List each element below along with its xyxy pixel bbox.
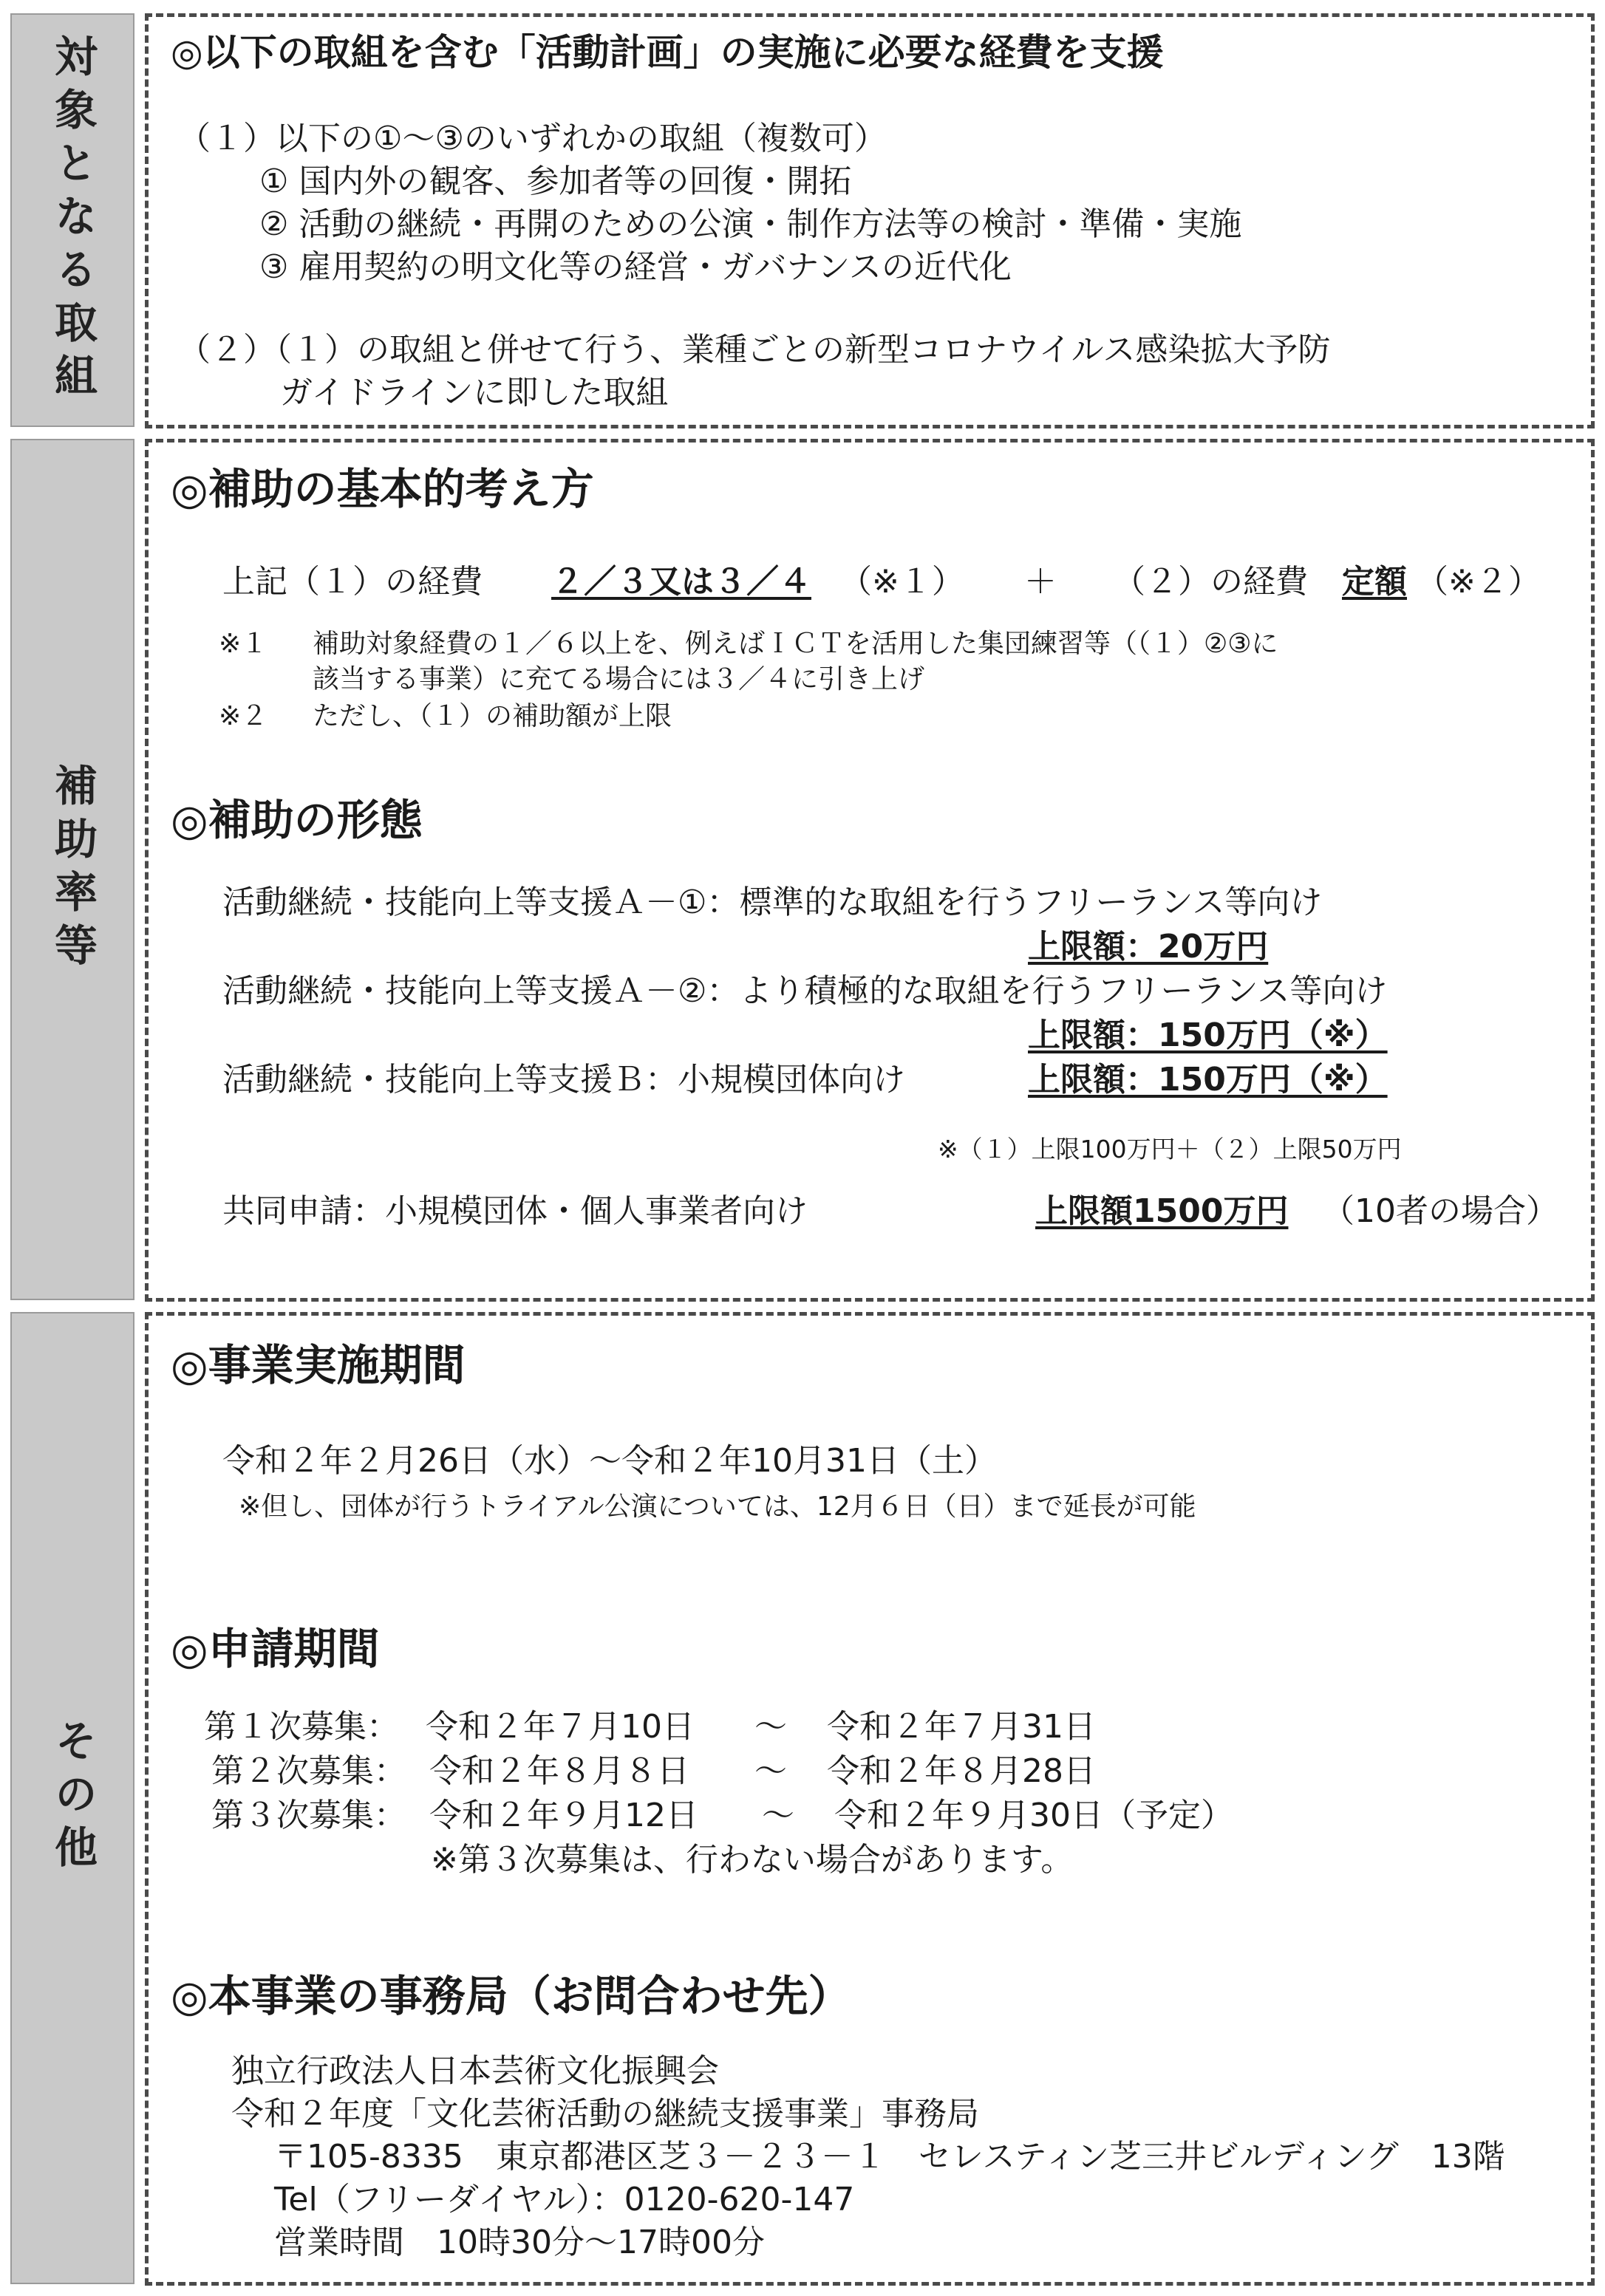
formula-note1: （※１） [839, 563, 964, 601]
item-1b: ② 活動の継続・再開のための公演・制作方法等の検討・準備・実施 [259, 205, 1242, 243]
formula-plus: ＋ [1024, 563, 1057, 601]
form-a2: 活動継続・技能向上等支援Ａ－②：より積極的な取組を行うフリーランス等向け [222, 972, 1388, 1010]
item-1c: ③ 雇用契約の明文化等の経営・ガバナンスの近代化 [259, 248, 1012, 286]
office-hours: 営業時間 10時30分～17時00分 [274, 2224, 765, 2261]
note2-mark: ※２ [219, 701, 268, 731]
formula-note2: （※２） [1416, 563, 1541, 601]
item-2-line2: ガイドラインに即した取組 [280, 374, 669, 411]
form-a2-limit: 上限額：150万円（※） [1028, 1017, 1388, 1054]
round2-tilde: ～ [754, 1752, 787, 1790]
office-tel: Tel（フリーダイヤル）：0120-620-147 [274, 2181, 855, 2218]
limit-note: ※（１）上限100万円＋（２）上限50万円 [938, 1135, 1402, 1164]
item-1a: ① 国内外の観客、参加者等の回復・開拓 [259, 163, 852, 200]
office-name: 令和２年度「文化芸術活動の継続支援事業」事務局 [231, 2095, 979, 2133]
joint-limit: 上限額1500万円 [1035, 1192, 1289, 1230]
item-2-line1: （２）（１）の取組と併せて行う、業種ごとの新型コロナウイルス感染拡大予防 [178, 331, 1331, 369]
round1-end: 令和２年７月31日 [827, 1708, 1096, 1746]
section-target-box [145, 13, 1595, 428]
round1-start: 令和２年７月10日 [426, 1708, 695, 1746]
round2-label: 第２次募集： [211, 1752, 406, 1790]
formula-part2: （２）の経費 [1113, 563, 1308, 601]
form-a1-limit: 上限額：20万円 [1028, 928, 1269, 966]
form-b-limit: 上限額：150万円（※） [1028, 1061, 1388, 1099]
note1-line2: 該当する事業）に充てる場合には３／４に引き上げ [313, 664, 925, 694]
side-label-subsidy: 補助率等 [10, 439, 134, 1300]
round1-label: 第１次募集： [204, 1708, 399, 1746]
heading-form: ◎補助の形態 [171, 795, 423, 845]
office-address: 〒105-8335 東京都港区芝３－２３－１ セレスティン芝三井ビルディング 13階 [274, 2138, 1505, 2176]
round3-start: 令和２年９月12日 [429, 1797, 698, 1834]
note1-mark: ※１ [219, 629, 268, 659]
joint: 共同申請：小規模団体・個人事業者向け [222, 1192, 808, 1230]
round3-label: 第３次募集： [211, 1797, 406, 1834]
formula-fixed: 定額 [1342, 563, 1407, 601]
round1-tilde: ～ [754, 1708, 787, 1746]
note2-text: ただし、（１）の補助額が上限 [313, 701, 672, 731]
section-target-heading: ◎以下の取組を含む「活動計画」の実施に必要な経費を支援 [171, 31, 1164, 74]
note1-line1: 補助対象経費の１／６以上を、例えばＩＣＴを活用した集団練習等（（１）②③に [313, 629, 1278, 659]
heading-office: ◎本事業の事務局（お問合わせ先） [171, 1971, 851, 2021]
item-1: （１）以下の①～③のいずれかの取組（複数可） [178, 120, 887, 157]
formula-rate: ２／３又は３／４ [551, 563, 811, 601]
side-label-target: 対象となる取組 [10, 13, 134, 427]
heading-apply: ◎申請期間 [171, 1624, 380, 1674]
formula-part1: 上記（１）の経費 [222, 563, 483, 601]
heading-period: ◎事業実施期間 [171, 1340, 466, 1390]
round3-end: 令和２年９月30日（予定） [834, 1797, 1233, 1834]
period-note: ※但し、団体が行うトライアル公演については、12月６日（日）まで延長が可能 [239, 1492, 1196, 1522]
form-b: 活動継続・技能向上等支援Ｂ：小規模団体向け [222, 1061, 905, 1099]
round2-start: 令和２年８月８日 [429, 1752, 689, 1790]
office-org: 独立行政法人日本芸術文化振興会 [231, 2052, 719, 2090]
heading-basic: ◎補助の基本的考え方 [171, 464, 594, 514]
form-a1: 活動継続・技能向上等支援Ａ－①：標準的な取組を行うフリーランス等向け [222, 884, 1323, 921]
section-other-box [145, 1312, 1595, 2286]
round3-tilde: ～ [762, 1797, 794, 1834]
period: 令和２年２月26日（水）～令和２年10月31日（土） [222, 1442, 997, 1480]
section-subsidy-box [145, 439, 1595, 1302]
round3-note: ※第３次募集は、行わない場合があります。 [431, 1841, 1074, 1879]
round2-end: 令和２年８月28日 [827, 1752, 1096, 1790]
joint-note: （10者の場合） [1322, 1192, 1558, 1230]
side-label-other: その他 [10, 1312, 134, 2284]
